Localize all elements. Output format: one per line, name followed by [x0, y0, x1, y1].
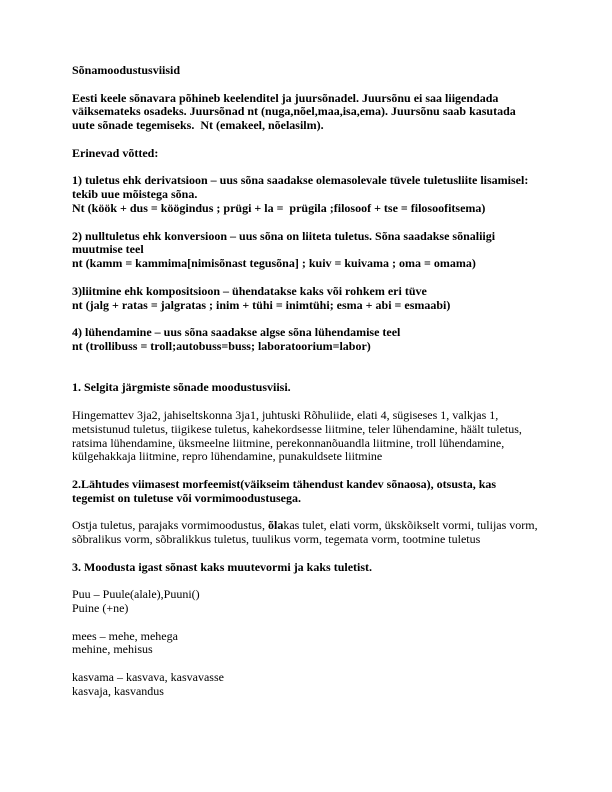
answer-line: Puu – Puule(alale),Puuni() [72, 587, 200, 602]
spacer [72, 395, 572, 409]
method-line: muutmise teel [72, 242, 144, 257]
task3-group-puu [72, 588, 572, 616]
answer-line: sõbralikus vorm, sõbralikkus tuletus, tuulikus vorm, tegemata vorm, tootmine tuletus [72, 532, 481, 547]
task3-heading: 3. Moodusta igast sõnast kaks muutevormi ja kaks tuletist. [72, 559, 373, 574]
methods-heading: Erinevad võtted: [72, 145, 159, 160]
answer-line: kasvaja, kasvandus [72, 683, 164, 698]
answer-line: metsistunud tuletus, tiigikese tuletus, kahekordsesse liitmine, teler lühendamine, häält tuletus, [72, 421, 522, 436]
spacer [72, 547, 572, 561]
task3-group-kasvama [72, 671, 572, 699]
spacer [72, 78, 572, 92]
intro-line: Eesti keele sõnavara põhineb keelenditel ja juursõnadel. Juursõnu ei saa liigendada [72, 90, 499, 105]
spacer [72, 464, 572, 478]
answer-emphasis: õla [267, 518, 284, 533]
method-abbreviation [72, 326, 572, 354]
intro-line: uute sõnade tegemiseks. Nt (emakeel, nõelasilm). [72, 118, 324, 133]
method-conversion [72, 230, 572, 271]
answer-text: Ostja tuletus, parajaks vormimoodustus, [72, 518, 268, 533]
spacer [72, 657, 572, 671]
answer-line: ratsima lühendamine, üksmeelne liitmine, perekonnanõuandla liitmine, troll lühendamine, [72, 435, 505, 450]
intro-paragraph [72, 92, 572, 133]
method-derivation [72, 174, 572, 215]
spacer [72, 354, 572, 368]
document-page [72, 64, 572, 699]
document-title: Sõnamoodustusviisid [72, 63, 181, 77]
spacer [72, 616, 572, 630]
spacer [72, 312, 572, 326]
spacer [72, 574, 572, 588]
spacer [72, 161, 572, 175]
method-line: 1) tuletus ehk derivatsioon – uus sõna saadakse olemasolevale tüvele tuletusliite lisamisel: [72, 173, 529, 188]
spacer [72, 368, 572, 382]
method-line: 2) nulltuletus ehk konversioon – uus sõna on liiteta tuletus. Sõna saadakse sõnaliigi [72, 228, 496, 243]
task2-heading-line: 2.Lähtudes viimasest morfeemist(väikseim tähendust kandev sõnaosa), otsusta, kas [72, 476, 497, 491]
task2-heading-line: tegemist on tuletuse või vormimoodustusega. [72, 490, 301, 505]
method-line: nt (trollibuss = troll;autobuss=buss; laboratoorium=labor) [72, 338, 371, 353]
spacer [72, 216, 572, 230]
method-line: 3)liitmine ehk kompositsioon – ühendatakse kaks või rohkem eri tüve [72, 283, 427, 298]
answer-line: mees – mehe, mehega [72, 628, 178, 643]
method-line: nt (jalg + ratas = jalgratas ; inim + tühi = inimtühi; esma + abi = esmaabi) [72, 297, 451, 312]
spacer [72, 271, 572, 285]
intro-line: väiksemateks osadeks. Juursõnad nt (nuga,nõel,maa,isa,ema). Juursõnu saab kasutada [72, 104, 516, 119]
task3-group-mees [72, 630, 572, 658]
task1-heading: 1. Selgita järgmiste sõnade moodustusviisi. [72, 380, 291, 395]
answer-line [72, 519, 572, 533]
method-line: 4) lühendamine – uus sõna saadakse algse sõna lühendamise teel [72, 325, 401, 340]
answer-line: kasvama – kasvava, kasvavasse [72, 670, 224, 685]
method-line: nt (kamm = kammima[nimisõnast tegusõna] ; kuiv = kuivama ; oma = omama) [72, 256, 476, 271]
answer-line: Hingemattev 3ja2, jahiseltskonna 3ja1, juhtuski Rõhuliide, elati 4, sügiseses 1, valkjas 1, [72, 407, 499, 422]
answer-text: kas tulet, elati vorm, ükskõikselt vormi, tulijas vorm, [283, 518, 538, 533]
method-line: tekib uue mõistega sõna. [72, 187, 198, 202]
answer-line: külgehakkaja liitmine, repro lühendamine, punakuldsete liitmine [72, 449, 383, 464]
task1-answer [72, 409, 572, 464]
spacer [72, 133, 572, 147]
answer-line: Puine (+ne) [72, 601, 129, 616]
task2-answer [72, 519, 572, 547]
answer-line: mehine, mehisus [72, 642, 153, 657]
method-line: Nt (köök + dus = köögindus ; prügi + la = prügila ;filosoof + tse = filosoofitsema) [72, 200, 486, 215]
spacer [72, 506, 572, 520]
method-composition [72, 285, 572, 313]
task2-heading [72, 478, 572, 506]
